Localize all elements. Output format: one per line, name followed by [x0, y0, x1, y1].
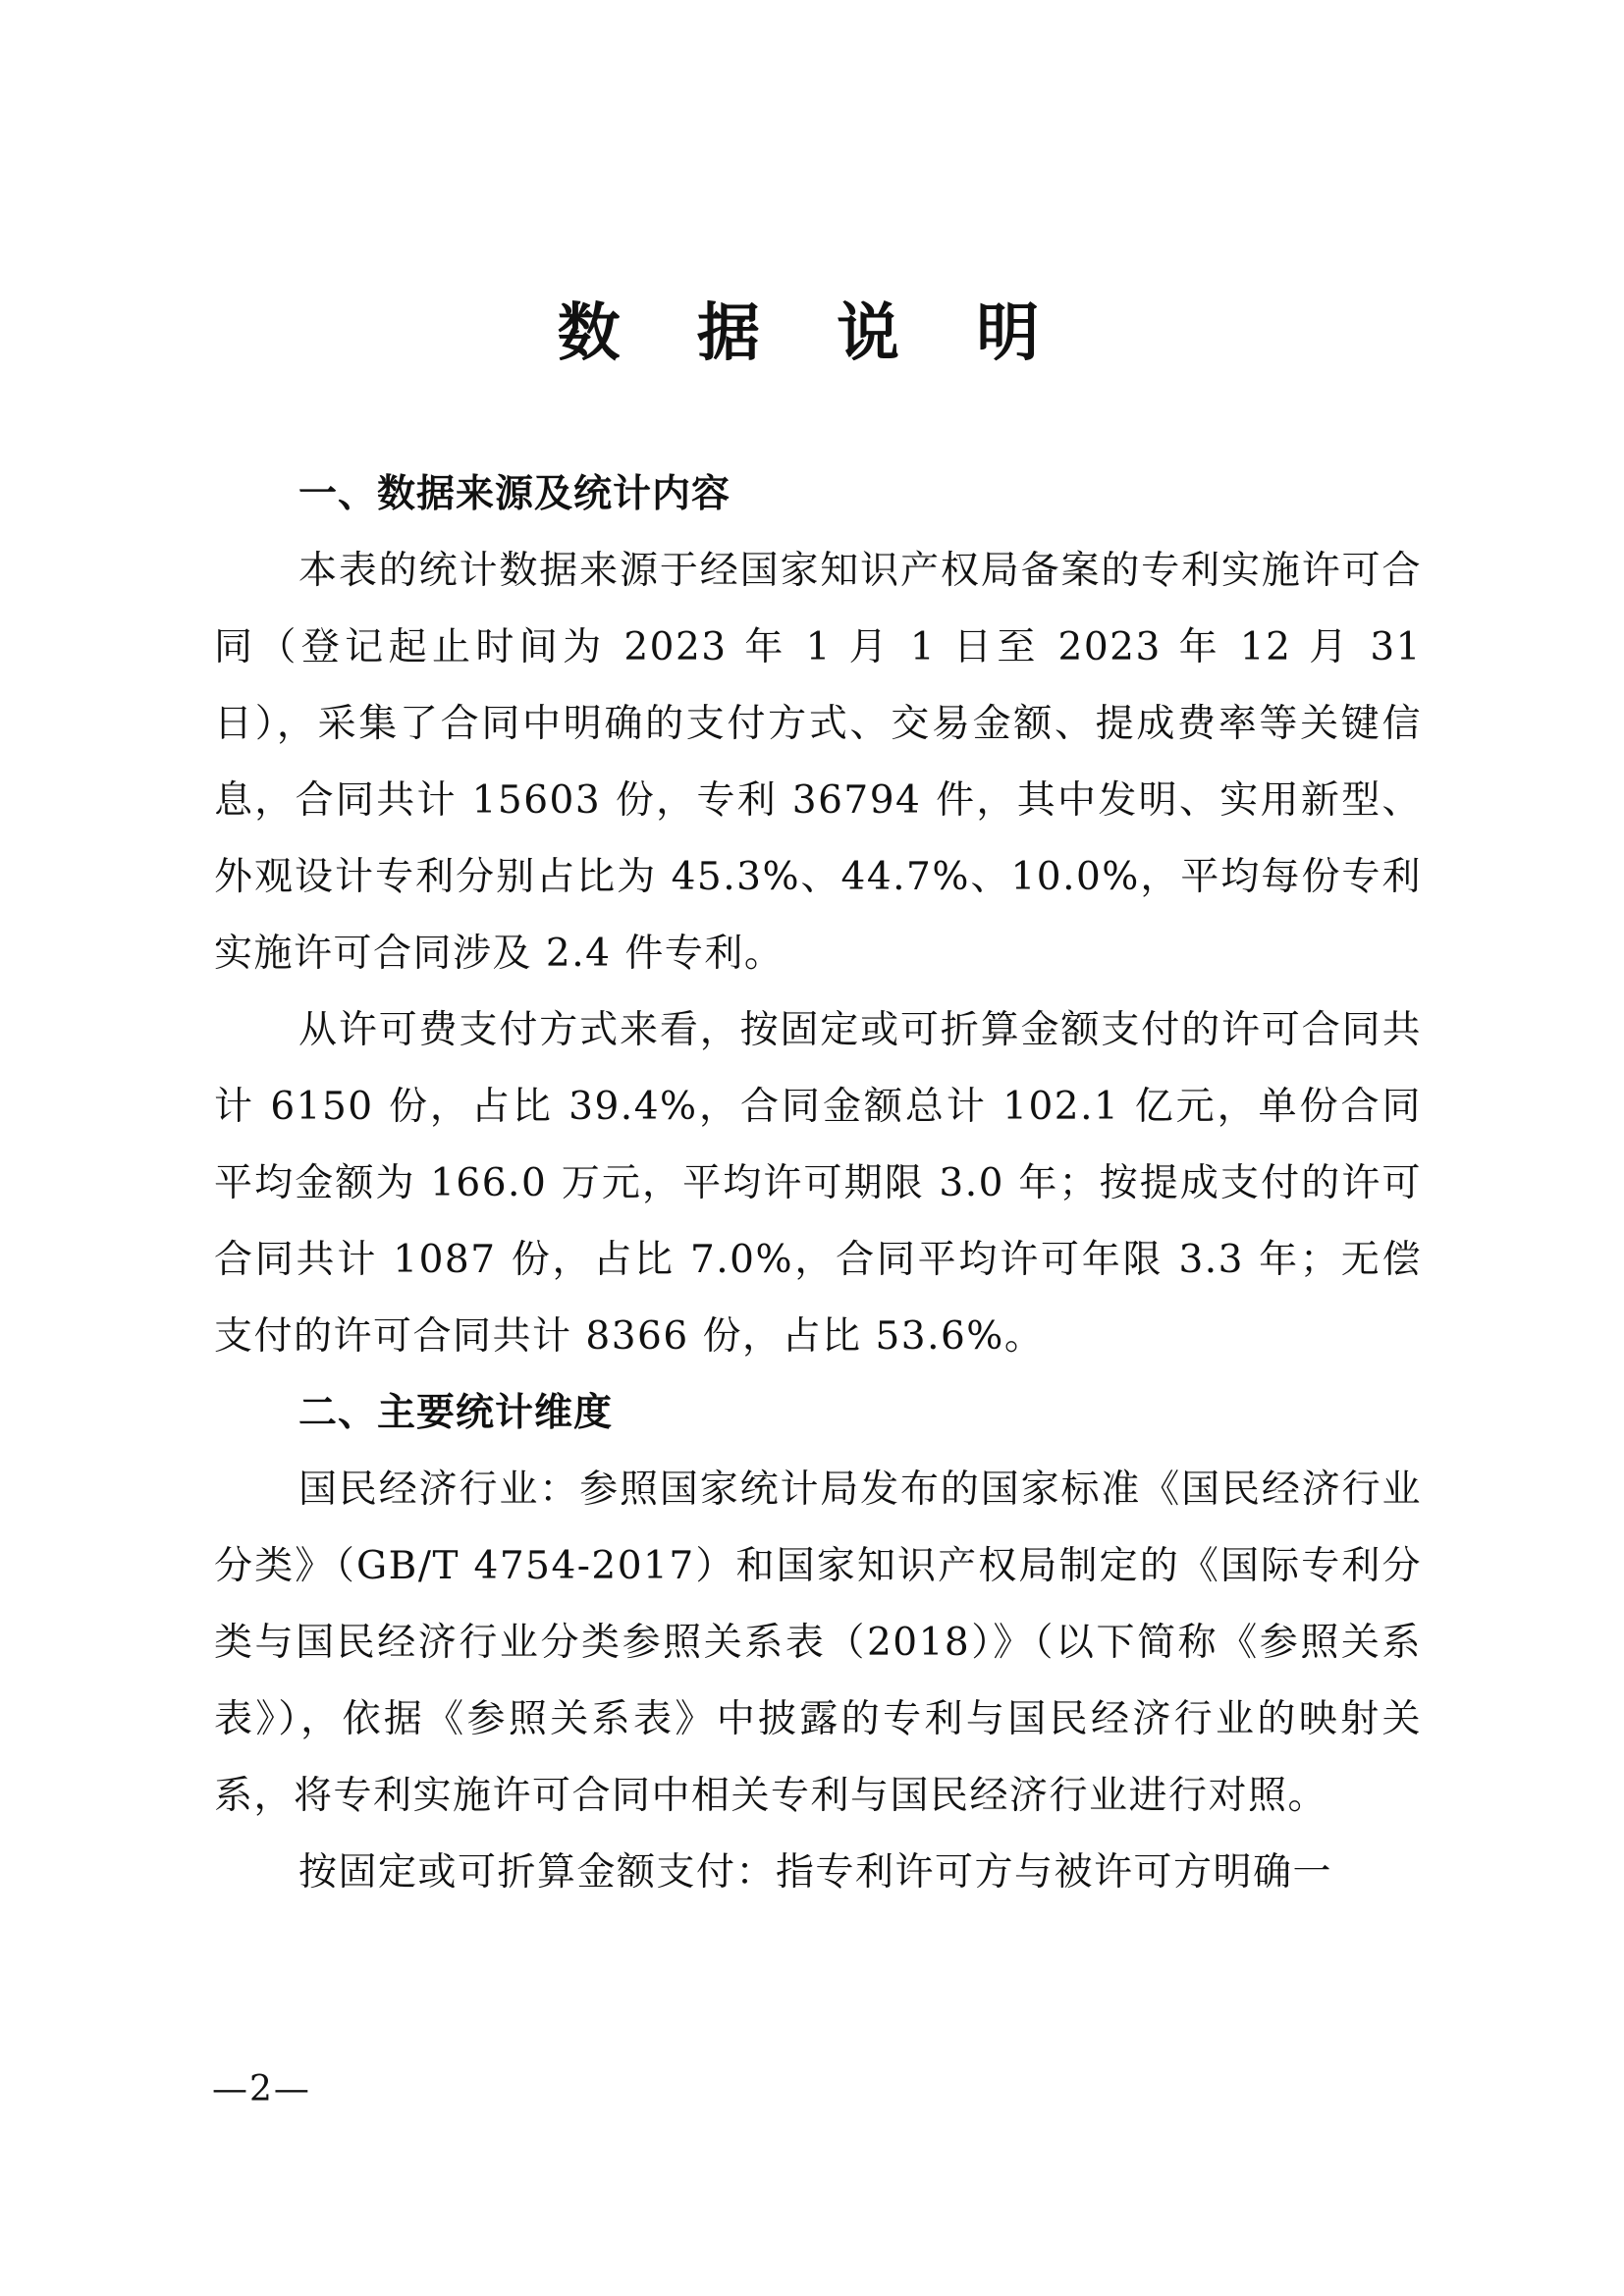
paragraph-data-source: 本表的统计数据来源于经国家知识产权局备案的专利实施许可合同（登记起止时间为 2023 年 1 月 1 日至 2023 年 12 月 31 日），采集了合同中明确的支付方式、交易金额、提成费率等关键信息，合同共计 15603 份，专利 36794 件，其中发明、实用新型、外观设计专利分别占比为 45.3%、44.7%、10.0%，平均每份专利实施许可合同涉及 2.4 件专利。: [214, 549, 1422, 976]
paragraph-fixed-payment: 按固定或可折算金额支付：指专利许可方与被许可方明确一: [298, 1850, 1333, 1895]
page-title: 数 据 说 明: [557, 296, 1067, 370]
document-body: [214, 456, 1422, 1911]
page-number: —2—: [212, 2069, 311, 2109]
section-heading-dimensions: 二、主要统计维度: [298, 1391, 614, 1435]
paragraph-industry: 国民经济行业：参照国家统计局发布的国家标准《国民经济行业分类》（GB/T 4754-2017）和国家知识产权局制定的《国际专利分类与国民经济行业分类参照关系表（2018）》（以下简称《参照关系表》），依据《参照关系表》中披露的专利与国民经济行业的映射关系，将专利实施许可合同中相关专利与国民经济行业进行对照。: [214, 1468, 1422, 1818]
section-heading-data-source: 一、数据来源及统计内容: [298, 472, 731, 516]
paragraph-payment-methods: 从许可费支付方式来看，按固定或可折算金额支付的许可合同共计 6150 份，占比 39.4%，合同金额总计 102.1 亿元，单份合同平均金额为 166.0 万元，平均许可期限 3.0 年；按提成支付的许可合同共计 1087 份，占比 7.0%，合同平均许可年限 3.3 年；无偿支付的许可合同共计 8366 份，占比 53.6%。: [214, 1008, 1422, 1359]
